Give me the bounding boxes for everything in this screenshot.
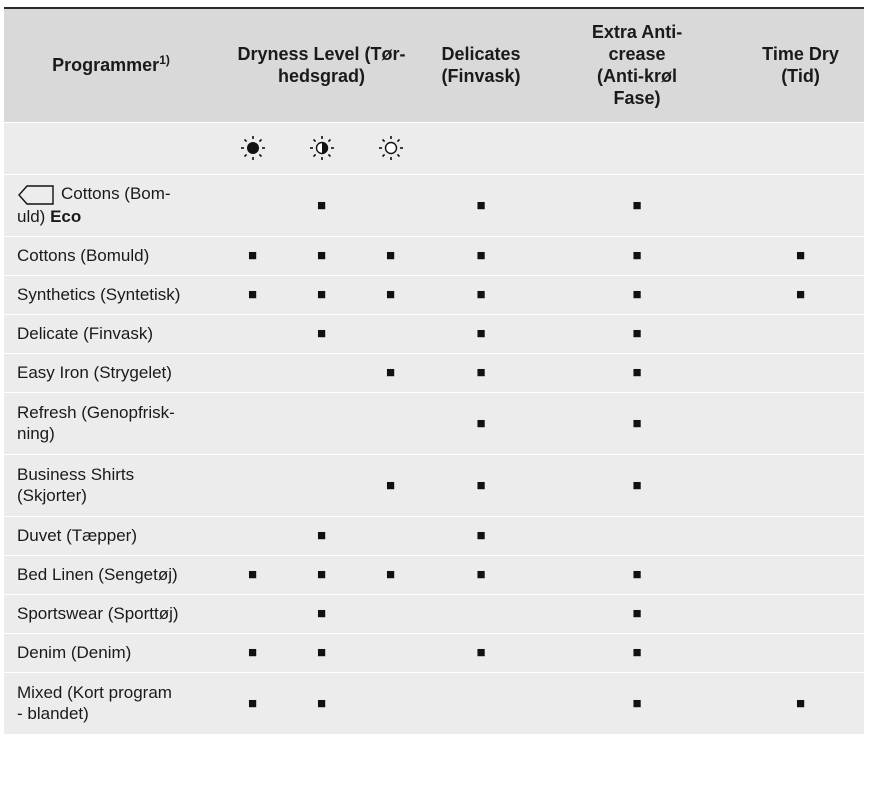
available-mark: ■ (476, 196, 486, 214)
available-mark: ■ (385, 286, 396, 303)
available-mark: ■ (632, 247, 642, 264)
program-name-text: Business Shirts (Skjorter) (17, 465, 135, 505)
option-cell (537, 594, 737, 633)
option-cell (287, 633, 356, 672)
table-row (4, 555, 864, 594)
option-cell (356, 353, 425, 392)
available-mark: ■ (385, 476, 396, 494)
option-cell (737, 353, 864, 392)
table-row (4, 672, 864, 734)
table-row (4, 392, 864, 454)
header-extra-anti-crease: Extra Anti- crease (Anti-krøl Fase) (537, 8, 737, 122)
available-mark: ■ (316, 196, 327, 214)
option-cell (737, 392, 864, 454)
program-name (4, 275, 218, 314)
program-options-table (4, 7, 864, 734)
program-name-text: Duvet (Tæpper) (17, 526, 137, 545)
program-name-text: Cottons (Bomuld) (17, 246, 150, 265)
option-cell (356, 236, 425, 275)
available-mark: ■ (316, 694, 327, 712)
option-cell (218, 594, 287, 633)
option-cell (218, 672, 287, 734)
available-mark: ■ (795, 286, 806, 303)
option-cell (425, 454, 537, 516)
option-cell (356, 174, 425, 236)
option-cell (287, 275, 356, 314)
option-cell (356, 275, 425, 314)
available-mark: ■ (385, 566, 396, 583)
option-cell (218, 633, 287, 672)
table-row (4, 275, 864, 314)
available-mark: ■ (385, 364, 396, 381)
header-time-dry: Time Dry (Tid) (737, 8, 864, 122)
icon-row-spacer (4, 122, 218, 174)
option-cell (287, 516, 356, 555)
available-mark: ■ (632, 476, 642, 494)
available-mark: ■ (476, 364, 486, 381)
option-cell (356, 314, 425, 353)
available-mark: ■ (476, 414, 486, 432)
option-cell (737, 516, 864, 555)
program-name (4, 353, 218, 392)
option-cell (287, 672, 356, 734)
option-cell (218, 353, 287, 392)
option-cell (356, 672, 425, 734)
option-cell (287, 555, 356, 594)
option-cell (737, 454, 864, 516)
option-cell (356, 454, 425, 516)
option-cell (425, 672, 537, 734)
available-mark: ■ (476, 476, 486, 494)
option-cell (737, 174, 864, 236)
header-program: Programmer$^{1)}$ (4, 8, 218, 122)
option-cell (218, 516, 287, 555)
option-cell (218, 454, 287, 516)
available-mark: ■ (247, 286, 258, 303)
available-mark: ■ (316, 286, 327, 303)
program-name-text: Cottons (Bom- uld) (17, 184, 171, 226)
option-cell (425, 555, 537, 594)
option-cell (425, 353, 537, 392)
option-cell (737, 275, 864, 314)
table-row (4, 594, 864, 633)
available-mark: ■ (476, 527, 486, 544)
table-row (4, 174, 864, 236)
sun-full-icon (240, 135, 266, 161)
option-cell (218, 314, 287, 353)
available-mark: ■ (476, 566, 486, 583)
option-cell (537, 174, 737, 236)
available-mark: ■ (632, 196, 642, 214)
program-name (4, 594, 218, 633)
available-mark: ■ (476, 247, 486, 264)
option-cell (287, 594, 356, 633)
option-cell (537, 555, 737, 594)
option-cell (737, 594, 864, 633)
sun-empty-icon (378, 135, 404, 161)
option-cell (218, 174, 287, 236)
program-name-text: Bed Linen (Sengetøj) (17, 565, 178, 584)
table-row (4, 633, 864, 672)
program-name (4, 174, 218, 236)
available-mark: ■ (632, 644, 642, 661)
table-row (4, 516, 864, 555)
option-cell (537, 633, 737, 672)
available-mark: ■ (795, 247, 806, 264)
option-cell (537, 275, 737, 314)
option-cell (218, 392, 287, 454)
available-mark: ■ (316, 605, 327, 622)
option-cell (737, 236, 864, 275)
available-mark: ■ (316, 247, 327, 264)
available-mark: ■ (316, 325, 327, 342)
available-mark: ■ (632, 694, 642, 712)
program-name-text: Delicate (Finvask) (17, 324, 154, 343)
option-cell (537, 353, 737, 392)
sun-half-icon (309, 135, 335, 161)
option-cell (287, 174, 356, 236)
program-name-text: Mixed (Kort program - blandet) (17, 683, 172, 724)
program-name (4, 392, 218, 454)
program-name (4, 314, 218, 353)
program-name-text: Refresh (Genopfrisk- ning) (17, 403, 175, 443)
table-row (4, 454, 864, 516)
eco-label: Eco (50, 206, 82, 226)
option-cell (425, 594, 537, 633)
option-cell (537, 454, 737, 516)
available-mark: ■ (247, 247, 258, 264)
available-mark: ■ (795, 694, 806, 712)
header-delicates: Delicates (Finvask) (425, 8, 537, 122)
program-name (4, 454, 218, 516)
option-cell (356, 392, 425, 454)
program-name (4, 672, 218, 734)
program-name-text: Sportswear (Sporttøj) (17, 604, 179, 623)
available-mark: ■ (476, 644, 486, 661)
option-cell (356, 555, 425, 594)
option-cell (537, 314, 737, 353)
option-cell (737, 633, 864, 672)
available-mark: ■ (632, 364, 642, 381)
option-cell (737, 314, 864, 353)
option-cell (287, 353, 356, 392)
available-mark: ■ (316, 566, 327, 583)
program-name-text: Easy Iron (Strygelet) (17, 363, 172, 382)
program-name (4, 236, 218, 275)
option-cell (425, 174, 537, 236)
table-row (4, 314, 864, 353)
option-cell (356, 516, 425, 555)
program-name-text: Denim (Denim) (17, 643, 132, 662)
table-row (4, 236, 864, 275)
table-row (4, 353, 864, 392)
available-mark: ■ (476, 286, 486, 303)
option-cell (218, 236, 287, 275)
available-mark: ■ (632, 286, 642, 303)
option-cell (425, 314, 537, 353)
option-cell (425, 275, 537, 314)
available-mark: ■ (632, 414, 642, 432)
available-mark: ■ (476, 325, 486, 342)
program-name (4, 516, 218, 555)
option-cell (537, 516, 737, 555)
option-cell (537, 672, 737, 734)
option-cell (356, 594, 425, 633)
option-cell (218, 555, 287, 594)
available-mark: ■ (316, 527, 327, 544)
program-name (4, 555, 218, 594)
program-name-text: Synthetics (Syntetisk) (17, 285, 181, 304)
option-cell (425, 392, 537, 454)
available-mark: ■ (632, 566, 642, 583)
option-cell (425, 236, 537, 275)
program-name (4, 633, 218, 672)
option-cell (218, 275, 287, 314)
cottons-eco-icon (17, 184, 55, 206)
option-cell (537, 392, 737, 454)
available-mark: ■ (316, 644, 327, 661)
option-cell (537, 236, 737, 275)
available-mark: ■ (247, 644, 258, 661)
available-mark: ■ (385, 247, 396, 264)
option-cell (287, 236, 356, 275)
available-mark: ■ (247, 566, 258, 583)
option-cell (737, 672, 864, 734)
option-cell (287, 454, 356, 516)
option-cell (737, 555, 864, 594)
option-cell (356, 633, 425, 672)
option-cell (425, 516, 537, 555)
option-cell (287, 392, 356, 454)
option-cell (287, 314, 356, 353)
available-mark: ■ (632, 605, 642, 622)
header-dryness-level: Dryness Level (Tør- hedsgrad) (218, 8, 425, 122)
available-mark: ■ (632, 325, 642, 342)
available-mark: ■ (247, 694, 258, 712)
option-cell (425, 633, 537, 672)
